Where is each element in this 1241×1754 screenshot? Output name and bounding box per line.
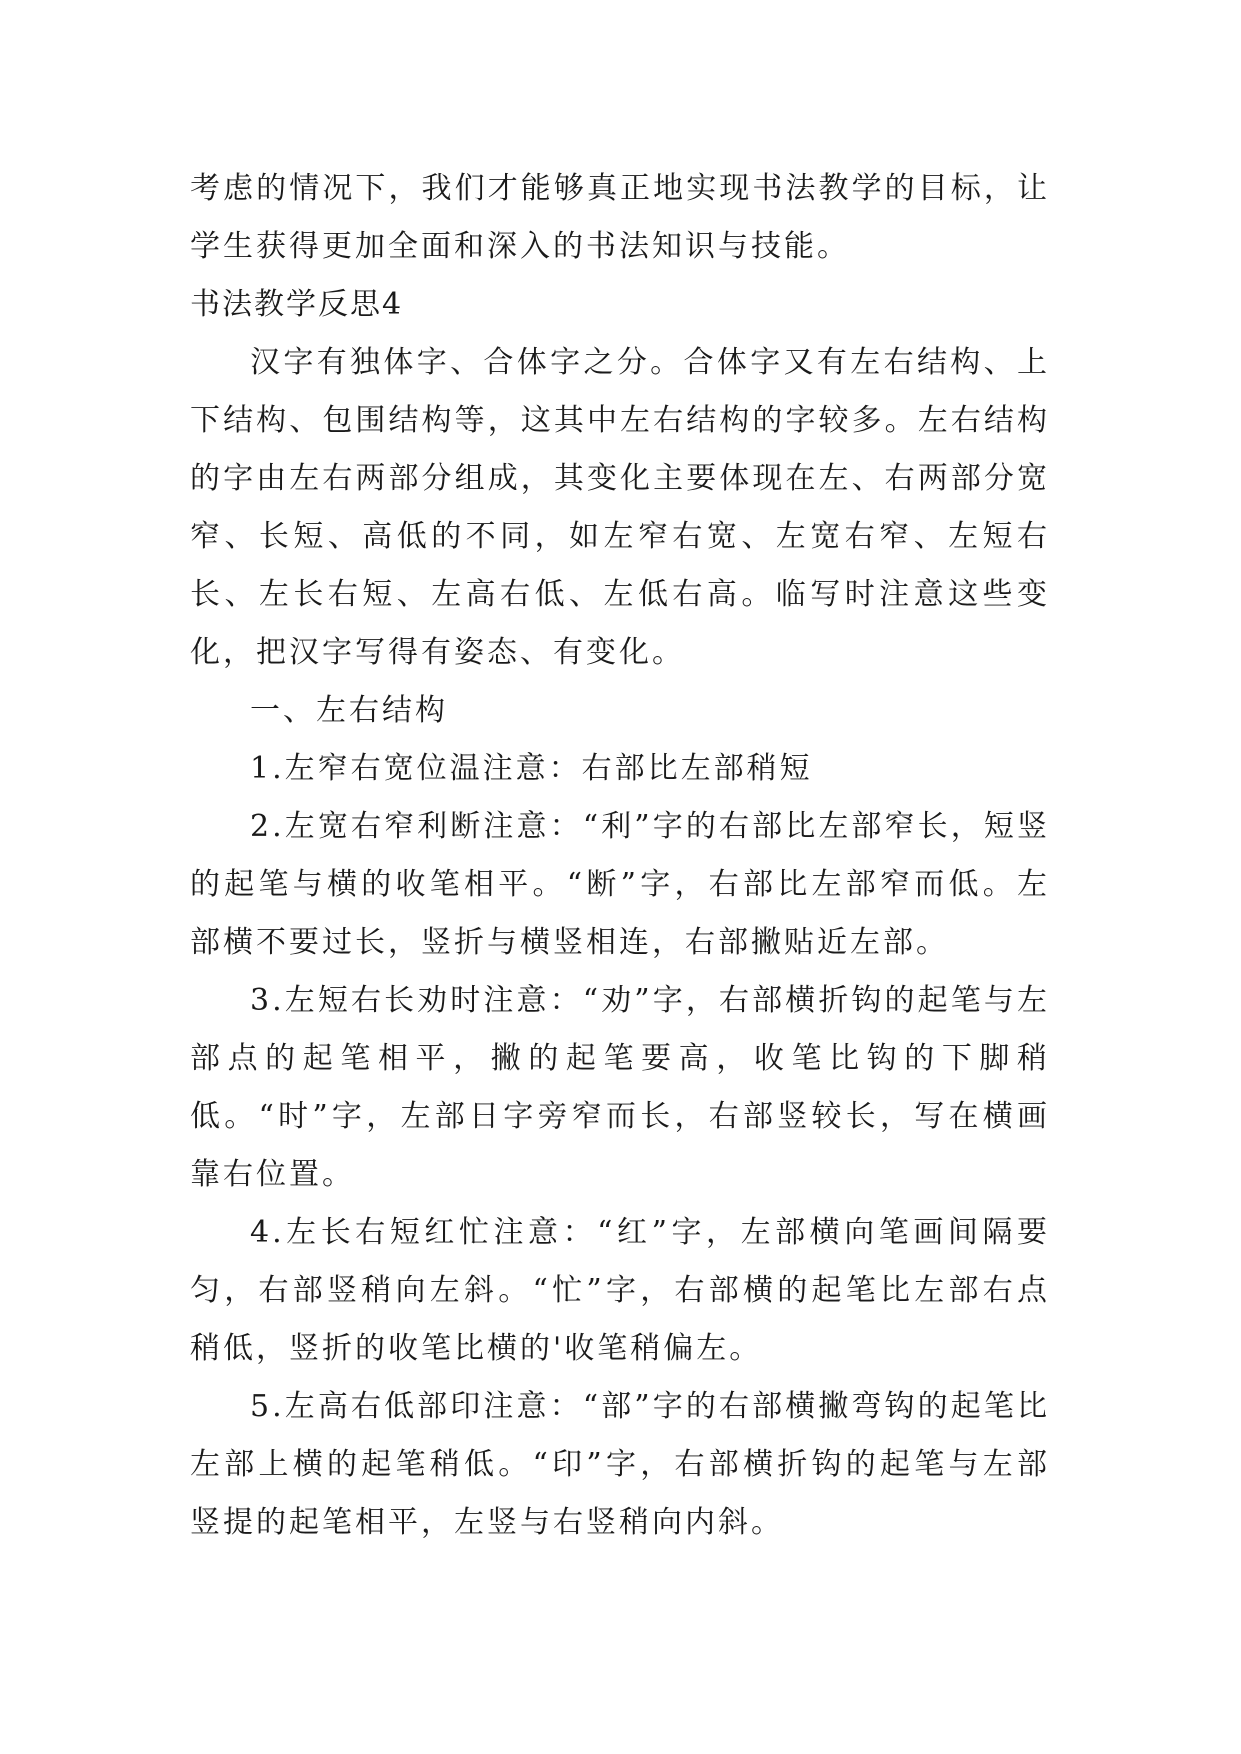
subheading-left-right-structure: 一、左右结构 (250, 693, 448, 728)
list-item-1: 1.左窄右宽位温注意：右部比左部稍短 (250, 751, 813, 786)
list-item-5: 5.左高右低部印注意：“部”字的右部横撇弯钩的起笔比左部上横的起笔稍低。“印”字，右部横折钩的起笔与左部竖提的起笔相平，左竖与右竖稍向内斜。 (190, 1389, 1050, 1540)
paragraph-intro: 汉字有独体字、合体字之分。合体字又有左右结构、上下结构、包围结构等，这其中左右结构的字较多。左右结构的字由左右两部分组成，其变化主要体现在左、右两部分宽窄、长短、高低的不同，如左窄右宽、左宽右窄、左短右长、左长右短、左高右低、左低右高。临写时注意这些变化，把汉字写得有姿态、有变化。 (190, 345, 1050, 670)
section-title: 书法教学反思4 (190, 287, 404, 322)
document-body (190, 160, 1050, 1552)
list-item-2: 2.左宽右窄利断注意：“利”字的右部比左部窄长，短竖的起笔与横的收笔相平。“断”字，右部比左部窄而低。左部横不要过长，竖折与横竖相连，右部撇贴近左部。 (190, 809, 1050, 960)
list-item-3: 3.左短右长劝时注意：“劝”字，右部横折钩的起笔与左部点的起笔相平，撇的起笔要高，收笔比钩的下脚稍低。“时”字，左部日字旁窄而长，右部竖较长，写在横画靠右位置。 (190, 983, 1050, 1192)
paragraph-continuation: 考虑的情况下，我们才能够真正地实现书法教学的目标，让学生获得更加全面和深入的书法知识与技能。 (190, 171, 1050, 264)
list-item-4: 4.左长右短红忙注意：“红”字，左部横向笔画间隔要匀，右部竖稍向左斜。“忙”字，右部横的起笔比左部右点稍低，竖折的收笔比横的'收笔稍偏左。 (190, 1215, 1050, 1366)
